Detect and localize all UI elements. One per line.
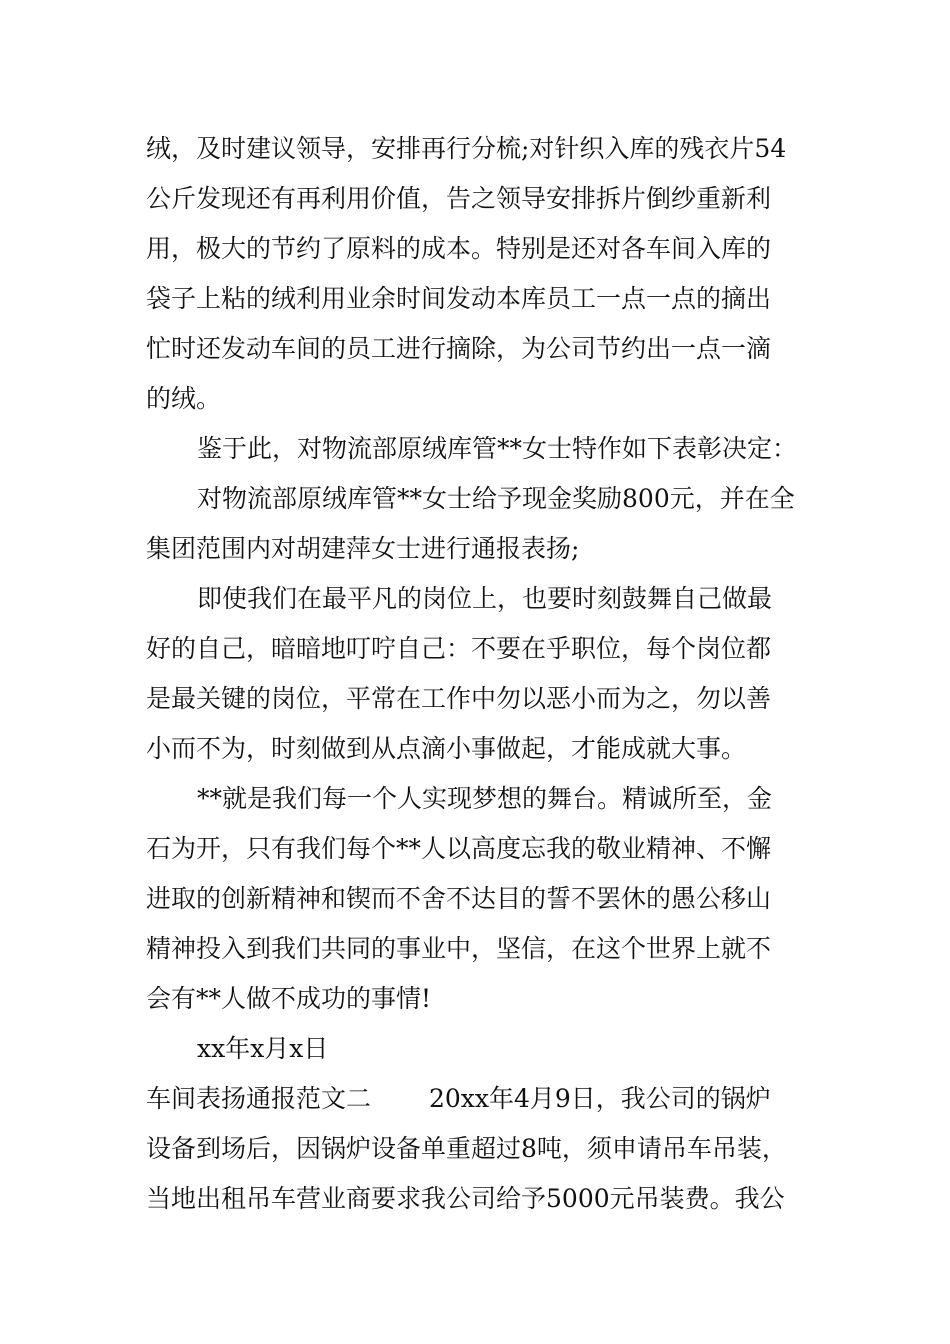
text-line: 设备到场后，因锅炉设备单重超过8吨，须申请吊车吊装， <box>146 1134 787 1163</box>
text-line: 袋子上粘的绒利用业余时间发动本库员工一点一点的摘出 <box>146 284 772 313</box>
text-line: 对物流部原绒库管**女士给予现金奖励800元，并在全 <box>197 484 795 513</box>
text-line: 忙时还发动车间的员工进行摘除，为公司节约出一点一滴 <box>146 334 772 363</box>
text-line: 好的自己，暗暗地叮咛自己：不要在乎职位，每个岗位都 <box>146 634 772 663</box>
text-line: 小而不为，时刻做到从点滴小事做起，才能成就大事。 <box>146 734 747 763</box>
text-line: 绒，及时建议领导，安排再行分梳;对针织入库的残衣片54 <box>146 134 787 163</box>
date-line: xx年x月x日 <box>197 1034 329 1063</box>
text-line: 鉴于此，对物流部原绒库管**女士特作如下表彰决定： <box>197 434 798 463</box>
document-body <box>146 124 810 1224</box>
text-line: 用，极大的节约了原料的成本。特别是还对各车间入库的 <box>146 234 772 263</box>
text-line: 车间表扬通报范文二 20xx年4月9日，我公司的锅炉 <box>146 1084 771 1113</box>
text-line: 是最关键的岗位，平常在工作中勿以恶小而为之，勿以善 <box>146 684 772 713</box>
text-line: 公斤发现还有再利用价值，告之领导安排拆片倒纱重新利 <box>146 184 772 213</box>
text-line: 进取的创新精神和锲而不舍不达目的誓不罢休的愚公移山 <box>146 884 772 913</box>
text-line: 的绒。 <box>146 384 222 413</box>
text-line: 即使我们在最平凡的岗位上，也要时刻鼓舞自己做最 <box>197 584 773 613</box>
text-line: 石为开，只有我们每个**人以高度忘我的敬业精神、不懈 <box>146 834 772 863</box>
text-line: 会有**人做不成功的事情! <box>146 984 432 1013</box>
text-line: 集团范围内对胡建萍女士进行通报表扬; <box>146 534 580 563</box>
text-line: **就是我们每一个人实现梦想的舞台。精诚所至，金 <box>197 784 773 813</box>
text-line: 精神投入到我们共同的事业中，坚信，在这个世界上就不 <box>146 934 772 963</box>
text-line: 当地出租吊车营业商要求我公司给予5000元吊装费。我公 <box>146 1184 785 1213</box>
